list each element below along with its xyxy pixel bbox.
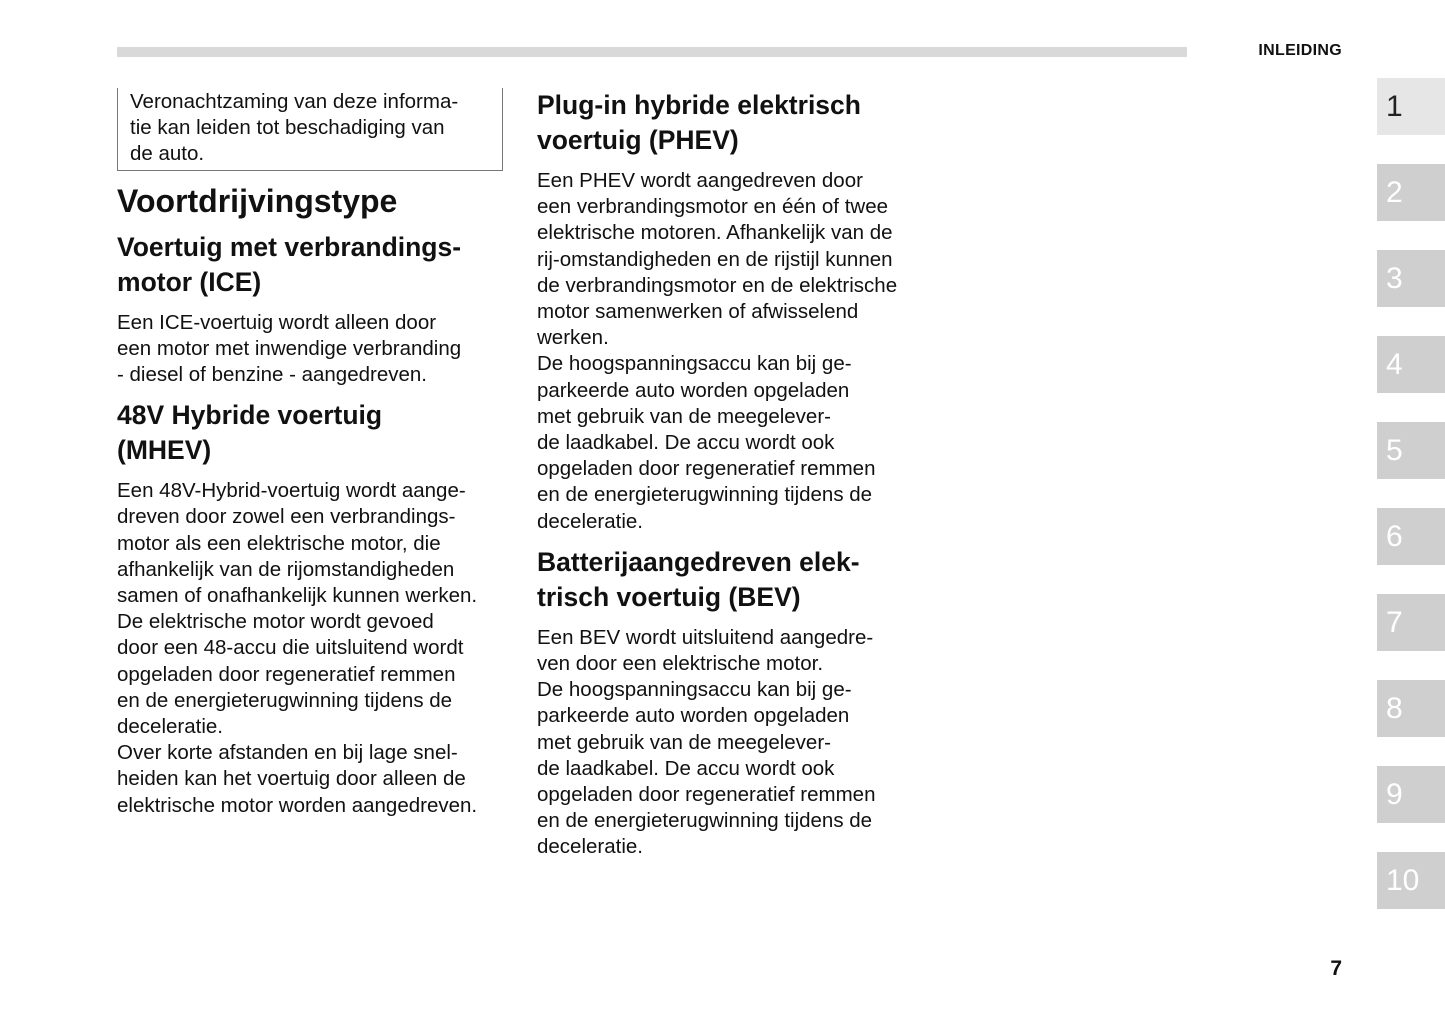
- chapter-tab-9[interactable]: 9: [1377, 766, 1445, 823]
- mhev-body: Een 48V-Hybrid-voertuig wordt aange- dreven door zowel een verbrandings- motor als een elektrische motor, die afhankelijk van de rijomstandigheden samen of onafhankelijk kunnen werken. De elektrische motor wordt gevoed door een 48-accu die uitsluitend wordt opgeladen door regeneratief remmen en de energieterugwinning tijdens de deceleratie. Over korte afstanden en bij lage snel- heiden kan het voertuig door alleen de elektrische motor worden aangedreven.: [117, 479, 478, 817]
- chapter-tab-10[interactable]: 10: [1377, 852, 1445, 909]
- note-text: Veronachtzaming van deze informa- tie kan leiden tot beschadiging van de auto.: [130, 90, 459, 166]
- chapter-tab-2[interactable]: 2: [1377, 164, 1445, 221]
- ice-heading: Voertuig met verbrandings- motor (ICE): [117, 231, 462, 297]
- main-heading: Voortdrijvingstype: [117, 182, 398, 219]
- chapter-tab-8[interactable]: 8: [1377, 680, 1445, 737]
- note-box: [117, 88, 503, 171]
- ice-body: Een ICE-voertuig wordt alleen door een motor met inwendige verbranding - diesel of benzine - aangedreven.: [117, 310, 462, 387]
- chapter-tab-3[interactable]: 3: [1377, 250, 1445, 307]
- right-column: [537, 88, 937, 861]
- mhev-heading: 48V Hybride voertuig (MHEV): [117, 400, 383, 466]
- chapter-tab-6[interactable]: 6: [1377, 508, 1445, 565]
- chapter-tab-5[interactable]: 5: [1377, 422, 1445, 479]
- phev-body: Een PHEV wordt aangedreven door een verbrandingsmotor en één of twee elektrische motoren. Afhankelijk van de rij-omstandigheden en de rijstijl kunnen de verbrandingsmotor en de elektrische motor samenwerken of afwisselend werken. De hoogspanningsaccu kan bij ge- parkeerde auto worden opgeladen met gebruik van de meegelever- de laadkabel. De accu wordt ook opgeladen door regeneratief remmen en de energieterugwinning tijdens de deceleratie.: [537, 169, 898, 533]
- chapter-tab-7[interactable]: 7: [1377, 594, 1445, 651]
- page-number: 7: [1330, 957, 1342, 980]
- header-rule: [117, 47, 1187, 57]
- bev-body: Een BEV wordt uitsluitend aangedre- ven door een elektrische motor. De hoogspanningsaccu kan bij ge- parkeerde auto worden opgeladen met gebruik van de meegelever- de laadkabel. De accu wordt ook opgeladen door regeneratief remmen en de energieterugwinning tijdens de deceleratie.: [537, 625, 876, 859]
- chapter-tab-4[interactable]: 4: [1377, 336, 1445, 393]
- chapter-tab-1[interactable]: 1: [1377, 78, 1445, 135]
- section-title: INLEIDING: [1258, 42, 1342, 59]
- left-column: [117, 88, 507, 819]
- bev-heading: Batterijaangedreven elek- trisch voertuig (BEV): [537, 546, 860, 612]
- phev-heading: Plug-in hybride elektrisch voertuig (PHEV): [537, 90, 861, 155]
